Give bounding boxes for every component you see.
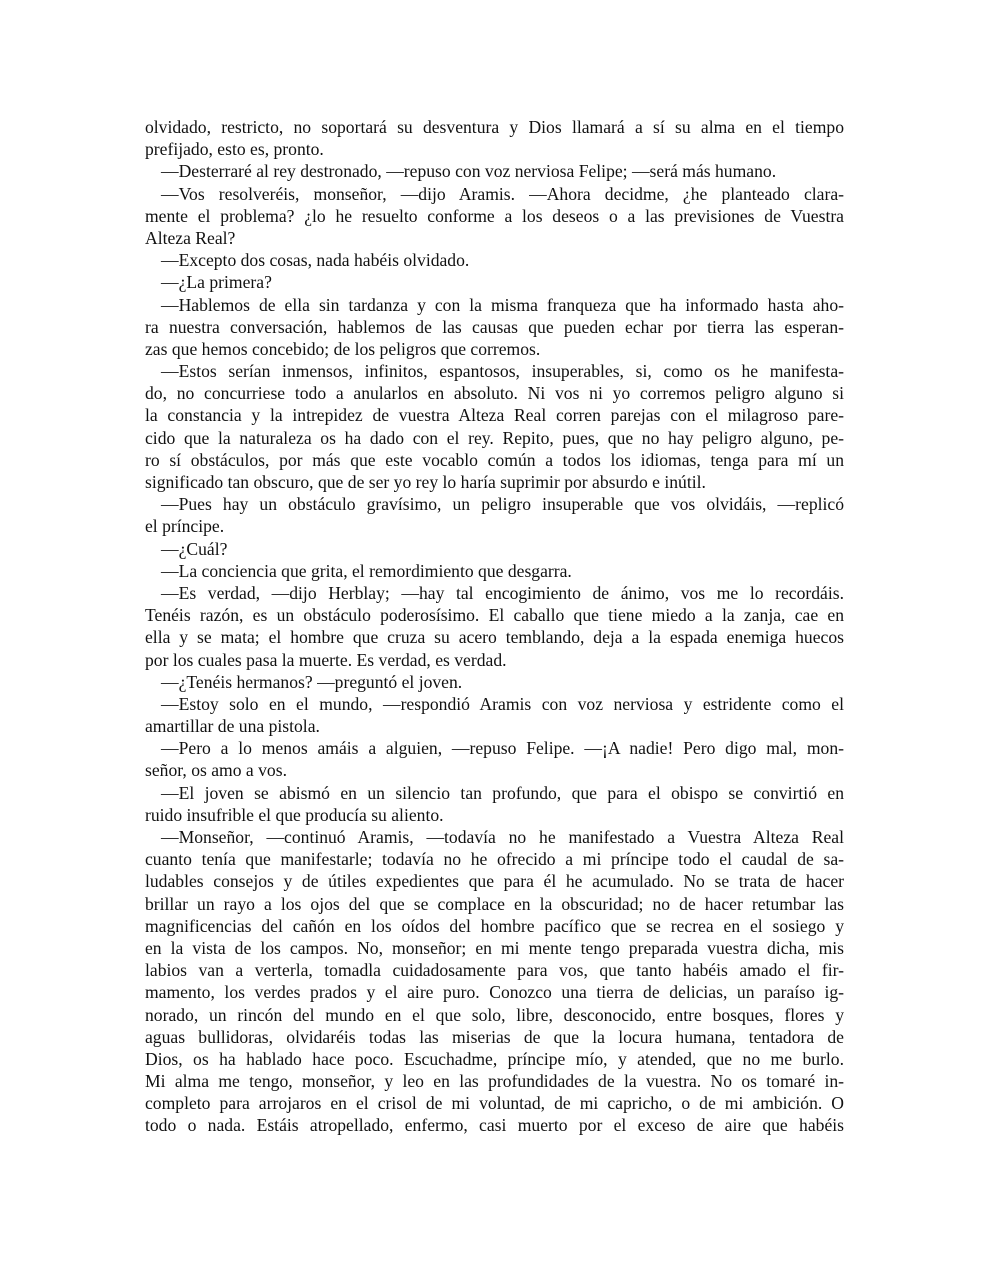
text-line: —¿Tenéis hermanos? —preguntó el joven. [161, 671, 463, 692]
text-line: todo o nada. Estáis atropellado, enfermo, casi muerto por el exceso de aire que habéis [145, 1115, 844, 1136]
text-line: —Monseñor, —continuó Aramis, —todavía no he manifestado a Vuestra Alteza Real [161, 827, 844, 847]
text-line: zas que hemos concebido; de los peligros que corremos. [145, 338, 541, 359]
text-line: por los cuales pasa la muerte. Es verdad, es verdad. [145, 649, 507, 670]
text-line: señor, os amo a vos. [145, 760, 287, 781]
text-line: —¿Cuál? [161, 538, 228, 559]
text-line: —La conciencia que grita, el remordimiento que desgarra. [161, 560, 572, 581]
text-line: ludables consejos y de útiles expedientes que para él he acumulado. No se trata de hacer [145, 871, 844, 892]
text-line: —Vos resolveréis, monseñor, —dijo Aramis. —Ahora decidme, ¿he planteado clara- [161, 183, 844, 204]
text-line: —Pues hay un obstáculo gravísimo, un peligro insuperable que vos olvidáis, —replicó [161, 494, 844, 515]
text-line: Mi alma me tengo, monseñor, y leo en las profundidades de la vuestra. No os tomaré in- [145, 1071, 844, 1092]
text-line: cido que la naturaleza os ha dado con el rey. Repito, pues, que no hay peligro alguno, pe- [145, 427, 844, 448]
text-line: —Estoy solo en el mundo, —respondió Aramis con voz nerviosa y estridente como el [161, 693, 844, 714]
text-line: do, no concurriese todo a anularlos en absoluto. Ni vos ni yo corremos peligro alguno si [145, 383, 844, 404]
text-line: prefijado, esto es, pronto. [145, 139, 324, 160]
text-line: Alteza Real? [145, 227, 236, 248]
text-line: —¿La primera? [161, 272, 272, 293]
text-line: el príncipe. [145, 516, 225, 537]
text-line: ella y se mata; el hombre que cruza su acero temblando, deja a la espada enemiga huecos [145, 627, 844, 648]
document-page [145, 116, 844, 1137]
text-line: Dios, os ha hablado hace poco. Escuchadme, príncipe mío, y atended, que no me burlo. [145, 1048, 844, 1069]
text-line: amartillar de una pistola. [145, 716, 320, 737]
text-line: magnificencias del cañón en los oídos del hombre pacífico que se recrea en el sosiego y [145, 915, 844, 936]
text-line: mente el problema? ¿lo he resuelto conforme a los deseos o a las previsiones de Vuestra [145, 205, 844, 226]
text-line: significado tan obscuro, que de ser yo rey lo haría suprimir por absurdo e inútil. [145, 472, 706, 492]
text-line: labios van a verterla, tomadla cuidadosamente para vos, que tanto habéis amado el fir- [145, 960, 844, 981]
text-line: en la vista de los campos. No, monseñor; en mi mente tengo preparada vuestra dicha, mis [145, 937, 844, 958]
text-line: aguas bullidoras, olvidaréis todas las miserias de que la locura humana, tentadora de [145, 1026, 844, 1047]
text-line: ro sí obstáculos, por más que este vocablo común a todos los idiomas, tenga para mí un [145, 449, 844, 470]
text-line: cuanto tenía que manifestarle; todavía no he ofrecido a mi príncipe todo el caudal de sa- [145, 849, 844, 870]
text-line: —El joven se abismó en un silencio tan profundo, que para el obispo se convirtió en [161, 782, 844, 803]
text-line: completo para arrojaros en el crisol de mi voluntad, de mi capricho, o de mi ambición. O [145, 1093, 844, 1114]
text-line: la constancia y la intrepidez de vuestra Alteza Real corren parejas con el milagroso pare- [145, 405, 844, 426]
text-line: olvidado, restricto, no soportará su desventura y Dios llamará a sí su alma en el tiempo [145, 117, 844, 137]
text-line: —Pero a lo menos amáis a alguien, —repuso Felipe. —¡A nadie! Pero digo mal, mon- [161, 738, 844, 759]
text-line: ra nuestra conversación, hablemos de las causas que pueden echar por tierra las esperan- [145, 316, 844, 337]
text-line: —Estos serían inmensos, infinitos, espantosos, insuperables, si, como os he manifesta- [161, 361, 844, 382]
text-line: —Desterraré al rey destronado, —repuso con voz nerviosa Felipe; —será más humano. [161, 161, 777, 182]
text-line: Tenéis razón, es un obstáculo poderosísimo. El caballo que tiene miedo a la zanja, cae en [145, 605, 844, 626]
text-line: brillar un rayo a los ojos del que se complace en la obscuridad; no de hacer retumbar las [145, 893, 844, 914]
text-line: —Es verdad, —dijo Herblay; —hay tal encogimiento de ánimo, vos me lo recordáis. [161, 582, 844, 603]
text-line: ruido insufrible el que producía su aliento. [145, 804, 444, 825]
text-line: —Excepto dos cosas, nada habéis olvidado. [161, 250, 470, 271]
text-line: norado, un rincón del mundo en el que solo, libre, desconocido, entre bosques, flores y [145, 1004, 844, 1025]
text-line: —Hablemos de ella sin tardanza y con la misma franqueza que ha informado hasta aho- [161, 294, 844, 315]
text-line: mamento, los verdes prados y el aire puro. Conozco una tierra de delicias, un paraíso ig- [145, 982, 844, 1003]
